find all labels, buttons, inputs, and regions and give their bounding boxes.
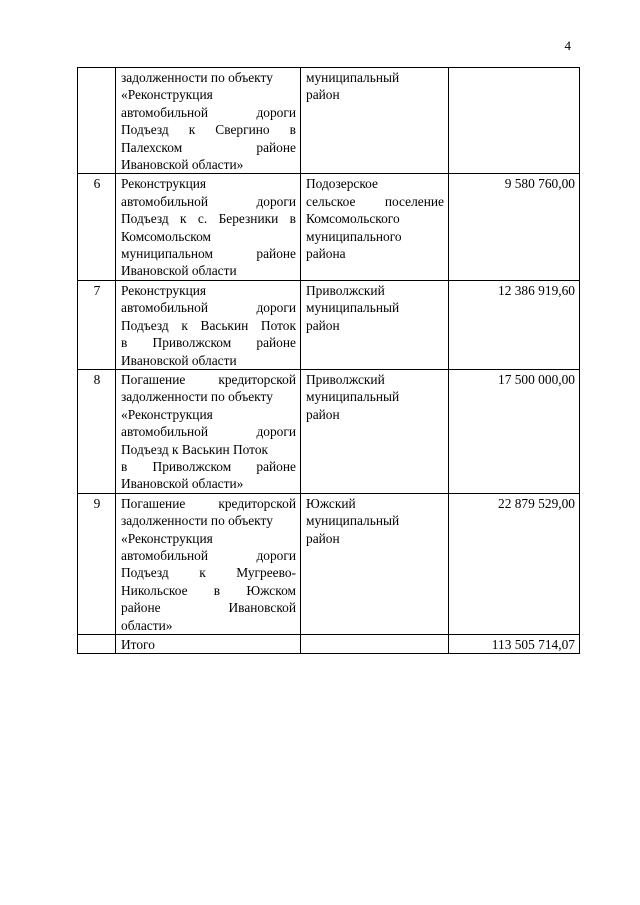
object-name-line: Реконструкция	[121, 176, 207, 192]
object-name-line: области»	[121, 617, 173, 633]
recipient	[301, 68, 449, 174]
total-amount: 113 505 714,07	[449, 635, 580, 654]
object-name-line: автомобильной дороги	[121, 104, 296, 120]
object-name-line: «Реконструкция	[121, 406, 213, 422]
object-name-line: автомобильной дороги	[121, 300, 296, 316]
recipient-line: Приволжский	[306, 282, 385, 298]
object-name-line: Погашение кредиторской	[121, 495, 296, 511]
recipient-line: Южский	[306, 495, 356, 511]
object-name-line: автомобильной дороги	[121, 547, 296, 563]
object-name-line: районе Ивановской	[121, 600, 296, 616]
object-name-line: Погашение кредиторской	[121, 371, 296, 387]
row-number: 7	[78, 280, 116, 369]
table-row	[78, 369, 580, 493]
object-name	[116, 68, 301, 174]
row-number: 8	[78, 369, 116, 493]
recipient-line: Подозерское	[306, 176, 378, 192]
table-row	[78, 174, 580, 280]
recipient-line: сельское поселение	[306, 193, 444, 209]
total-label: Итого	[116, 635, 301, 654]
object-name-line: автомобильной дороги	[121, 193, 296, 209]
object-name-line: муниципальном районе	[121, 246, 296, 262]
row-number: 9	[78, 493, 116, 634]
object-name-line: Палехском районе	[121, 139, 296, 155]
object-name-line: задолженности по объекту	[121, 70, 273, 85]
object-name-line: Ивановской области»	[121, 157, 244, 173]
recipient-line: муниципальный	[306, 389, 400, 405]
object-name-line: «Реконструкция	[121, 87, 213, 103]
recipient-line: муниципальный	[306, 513, 400, 529]
recipient-line: муниципального	[306, 228, 402, 244]
object-name-line: Комсомольском	[121, 228, 212, 244]
row-number	[78, 68, 116, 174]
recipient-line: район	[306, 530, 340, 546]
total-row	[78, 635, 580, 654]
recipient-line: Комсомольского	[306, 211, 400, 227]
table-row	[78, 280, 580, 369]
object-name-line: Подъезд к Васькин Поток	[121, 317, 296, 333]
table-row	[78, 493, 580, 634]
recipient-line: района	[306, 246, 346, 262]
object-name-line: задолженности по объекту	[121, 389, 273, 405]
amount	[449, 68, 580, 174]
recipient-line: муниципальный	[306, 300, 400, 316]
recipient-line: район	[306, 406, 340, 422]
amount: 9 580 760,00	[449, 174, 580, 280]
object-name	[116, 493, 301, 634]
page-number: 4	[564, 38, 571, 53]
object-name-line: Подъезд к с. Березники в	[121, 211, 296, 227]
total-number	[78, 635, 116, 654]
object-name-line: Подъезд к Васькин Поток	[121, 441, 269, 457]
table-body	[78, 68, 580, 654]
amount: 12 386 919,60	[449, 280, 580, 369]
object-name-line: Ивановской области	[121, 263, 237, 279]
object-name-line: в Приволжском районе	[121, 458, 296, 474]
row-number: 6	[78, 174, 116, 280]
recipient	[301, 493, 449, 634]
object-name-line: Ивановской области»	[121, 476, 244, 492]
object-name-line: Подъезд к Свергино в	[121, 122, 296, 138]
recipient	[301, 369, 449, 493]
object-name-line: Подъезд к Мугреево-	[121, 565, 296, 581]
total-recipient	[301, 635, 449, 654]
object-name-line: в Приволжском районе	[121, 335, 296, 351]
object-name-line: автомобильной дороги	[121, 424, 296, 440]
recipient	[301, 174, 449, 280]
object-name-line: Никольское в Южском	[121, 582, 296, 598]
table-row	[78, 68, 580, 174]
object-name-line: Реконструкция	[121, 282, 207, 298]
object-name	[116, 369, 301, 493]
recipient	[301, 280, 449, 369]
amount: 17 500 000,00	[449, 369, 580, 493]
amount: 22 879 529,00	[449, 493, 580, 634]
object-name-line: Ивановской области	[121, 352, 237, 368]
funding-table	[77, 67, 580, 654]
object-name	[116, 174, 301, 280]
object-name	[116, 280, 301, 369]
recipient-line: муниципальный	[306, 70, 400, 85]
recipient-line: район	[306, 87, 340, 103]
recipient-line: Приволжский	[306, 371, 385, 387]
recipient-line: район	[306, 317, 340, 333]
object-name-line: «Реконструкция	[121, 530, 213, 546]
object-name-line: задолженности по объекту	[121, 513, 273, 529]
